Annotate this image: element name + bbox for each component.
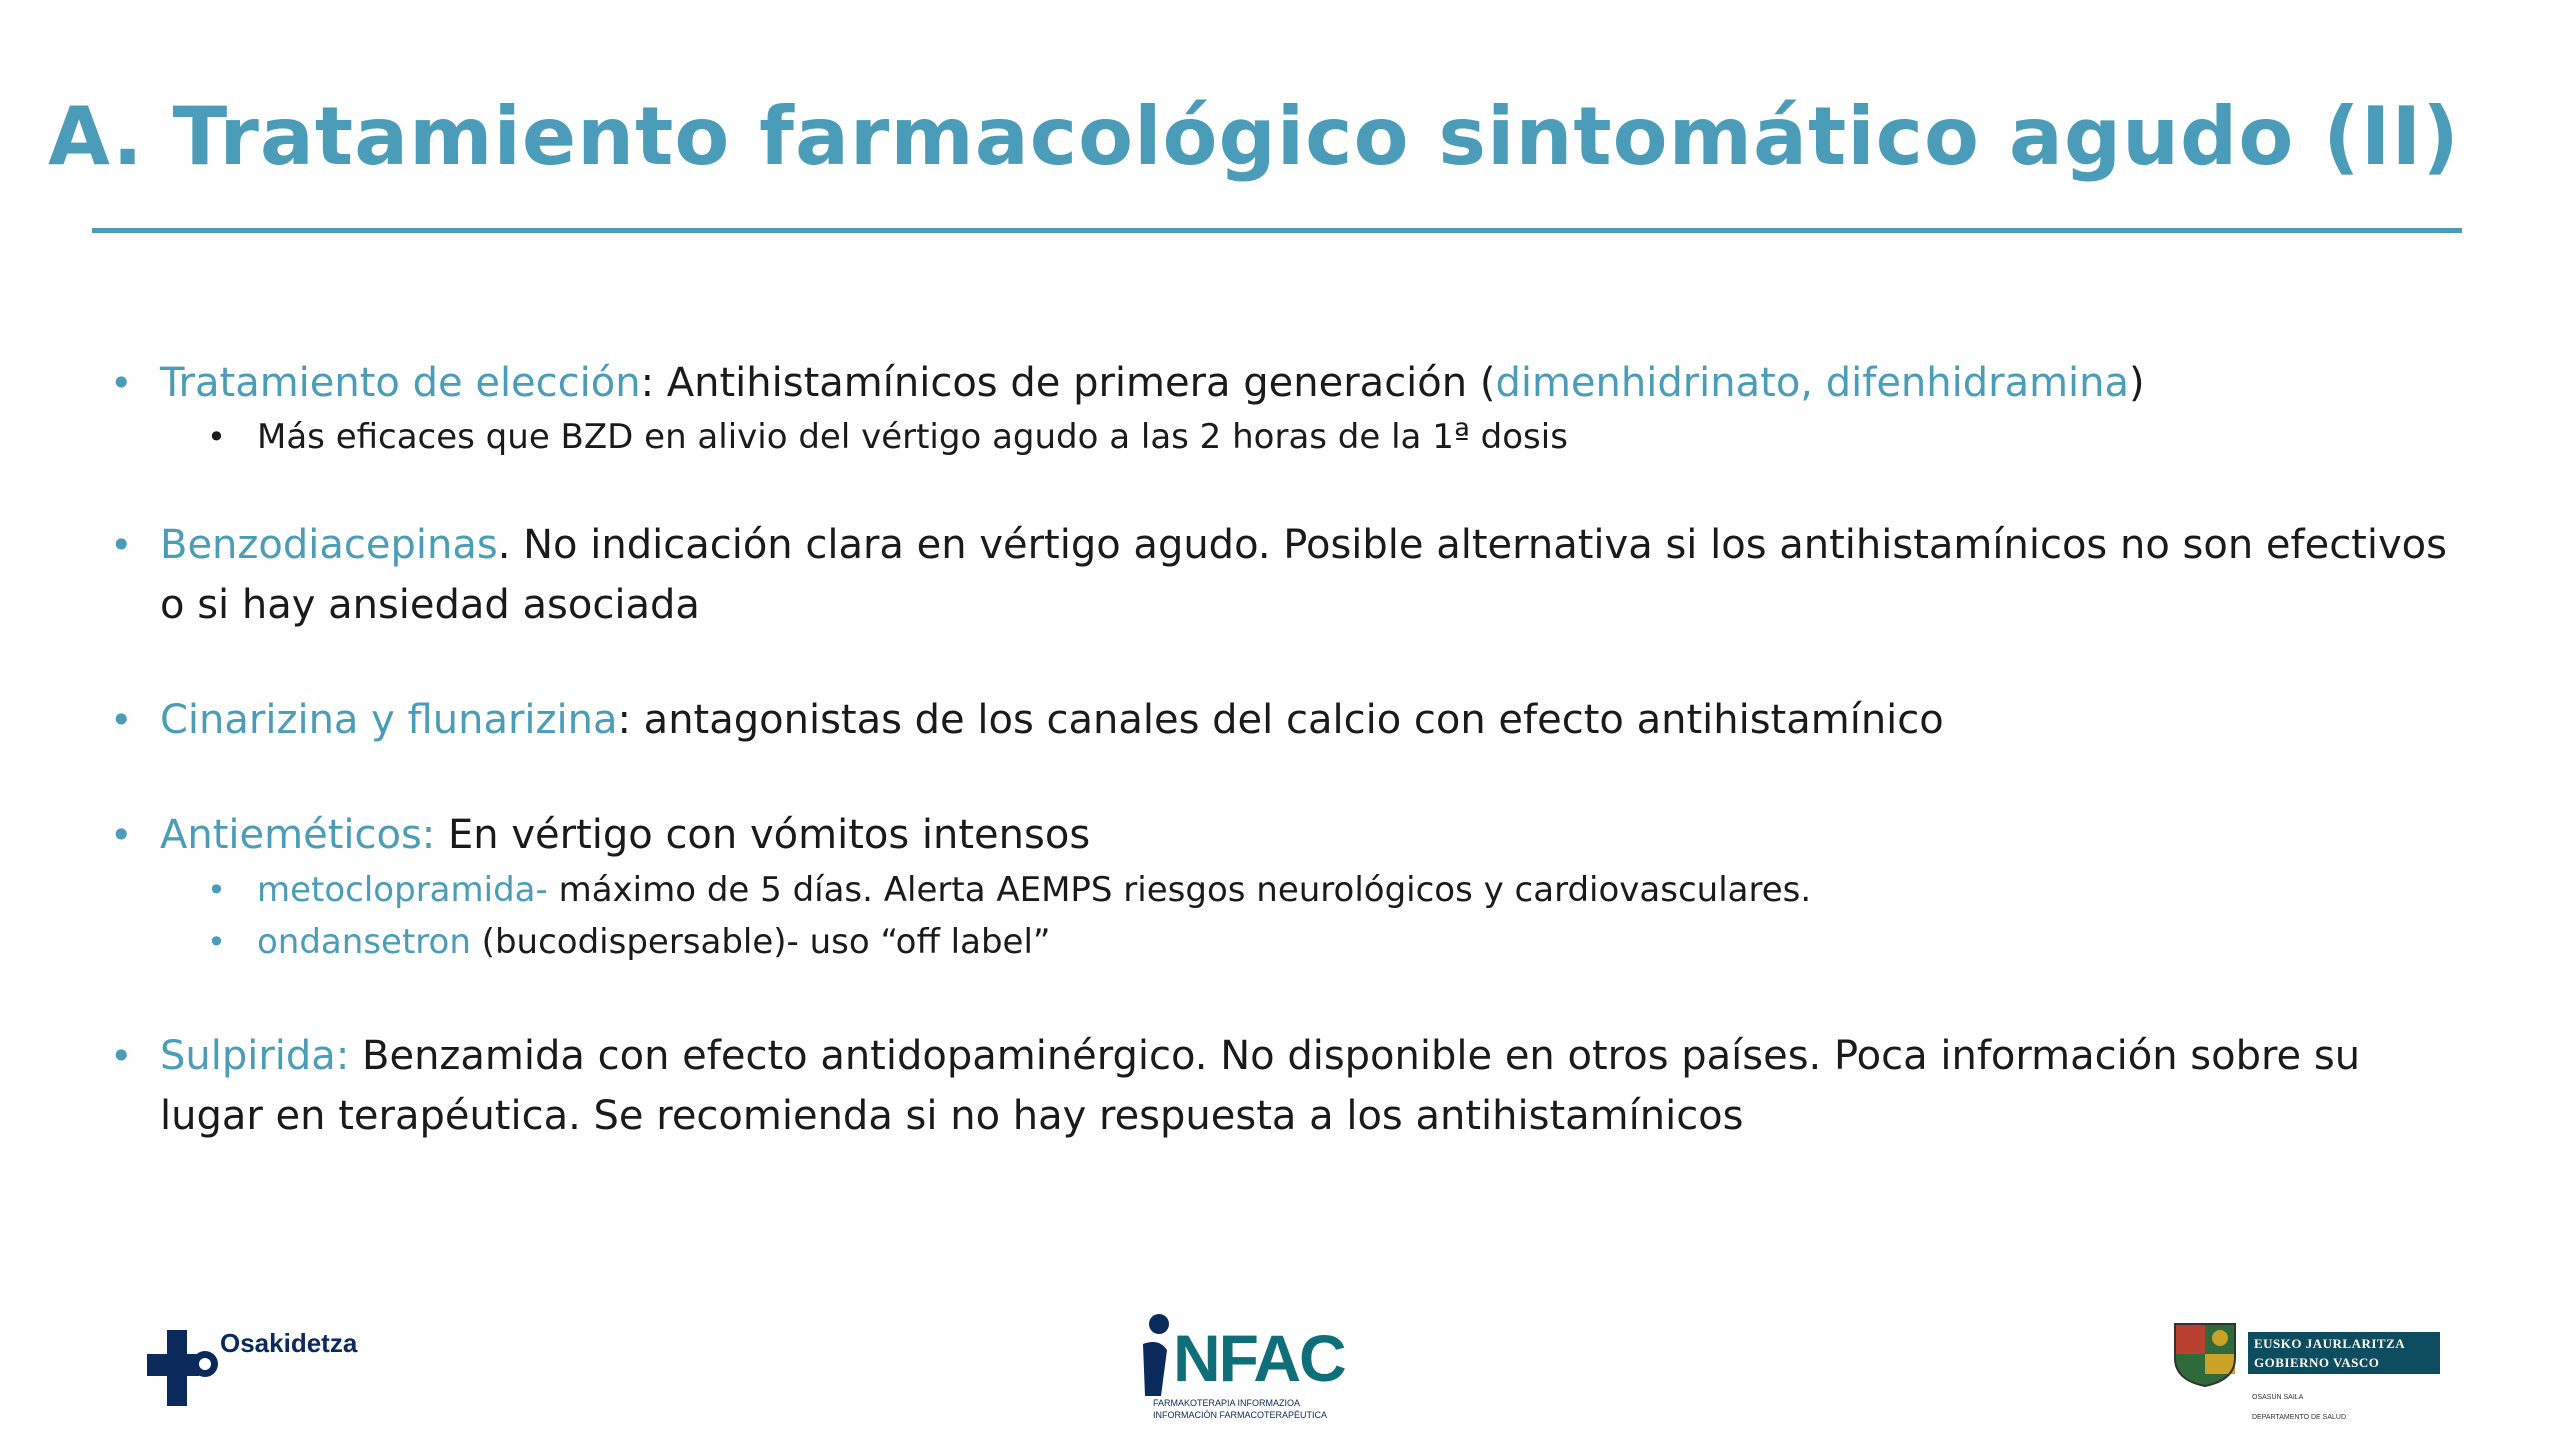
- gobierno-band: [2248, 1332, 2440, 1374]
- bullet-tratamiento-eleccion: [160, 353, 2460, 413]
- term-benzodiacepinas: Benzodiacepinas: [160, 522, 498, 568]
- bullet-cinarizina: [160, 690, 2460, 750]
- gobierno-line-es: GOBIERNO VASCO: [2254, 1355, 2380, 1370]
- infac-subtitle-eu: FARMAKOTERAPIA INFORMAZIOA: [1153, 1398, 1301, 1408]
- gobierno-vasco-logo: [2170, 1318, 2440, 1428]
- text-antiemeticos: En vértigo con vómitos intensos: [435, 812, 1091, 858]
- slide-title: A. Tratamiento farmacológico sintomático agudo (II): [48, 90, 2460, 183]
- drugs-antihistaminicos: dimenhidrinato, difenhidramina: [1495, 360, 2130, 406]
- coat-of-arms-icon: [2170, 1318, 2240, 1388]
- osakidetza-logo: [145, 1328, 425, 1408]
- infac-subtitle-es: INFORMACIÓN FARMACOTERAPÉUTICA: [1153, 1410, 1328, 1420]
- bullet-benzodiacepinas: [160, 515, 2460, 635]
- text-metoclopramida: máximo de 5 días. Alerta AEMPS riesgos neurológicos y cardiovasculares.: [547, 870, 1812, 910]
- gobierno-dept-eu: OSASUN SAILA: [2252, 1394, 2304, 1401]
- gobierno-line-eu: EUSKO JAURLARITZA: [2254, 1336, 2406, 1351]
- infac-i-icon: [1135, 1310, 1175, 1400]
- term-ondansetron: ondansetron: [257, 922, 471, 962]
- osakidetza-label: Osakidetza: [220, 1328, 358, 1358]
- text-cinarizina: : antagonistas de los canales del calcio con efecto antihistamínico: [617, 697, 1944, 743]
- term-sulpirida: Sulpirida:: [160, 1033, 350, 1079]
- text-tratamiento-eleccion: : Antihistamínicos de primera generación (: [640, 360, 1496, 406]
- subbullet-metoclopramida: [257, 864, 2457, 916]
- text-ondansetron: (bucodispersable)- uso “off label”: [470, 922, 1051, 962]
- bullet-antiemeticos: [160, 805, 2460, 865]
- osakidetza-cross-icon: [145, 1328, 225, 1408]
- text-tratamiento-eleccion-end: ): [2129, 360, 2145, 406]
- term-antiemeticos: Antieméticos:: [160, 812, 436, 858]
- gobierno-dept-es: DEPARTAMENTO DE SALUD: [2252, 1414, 2347, 1421]
- text-sulpirida: Benzamida con efecto antidopaminérgico. No disponible en otros países. Poca información sobre su lugar en terapéutica. Se recomienda si no hay respuesta a los antihistamínicos: [160, 1033, 2361, 1139]
- subbullet-ondansetron: [257, 916, 2457, 968]
- term-cinarizina: Cinarizina y flunarizina: [160, 697, 618, 743]
- bullet-sulpirida: [160, 1026, 2460, 1146]
- term-tratamiento-eleccion: Tratamiento de elección: [160, 360, 641, 406]
- subbullet-bzd: • Más eficaces que BZD en alivio del vértigo agudo a las 2 horas de la 1ª dosis: [257, 411, 2457, 463]
- title-divider: [92, 228, 2462, 233]
- infac-logo: [1135, 1310, 1355, 1430]
- infac-label: NFAC: [1173, 1321, 1345, 1395]
- text-benzodiacepinas: . No indicación clara en vértigo agudo. Posible alternativa si los antihistamínicos no son efectivos o si hay ansiedad asociada: [160, 522, 2447, 628]
- term-metoclopramida: metoclopramida-: [257, 870, 548, 910]
